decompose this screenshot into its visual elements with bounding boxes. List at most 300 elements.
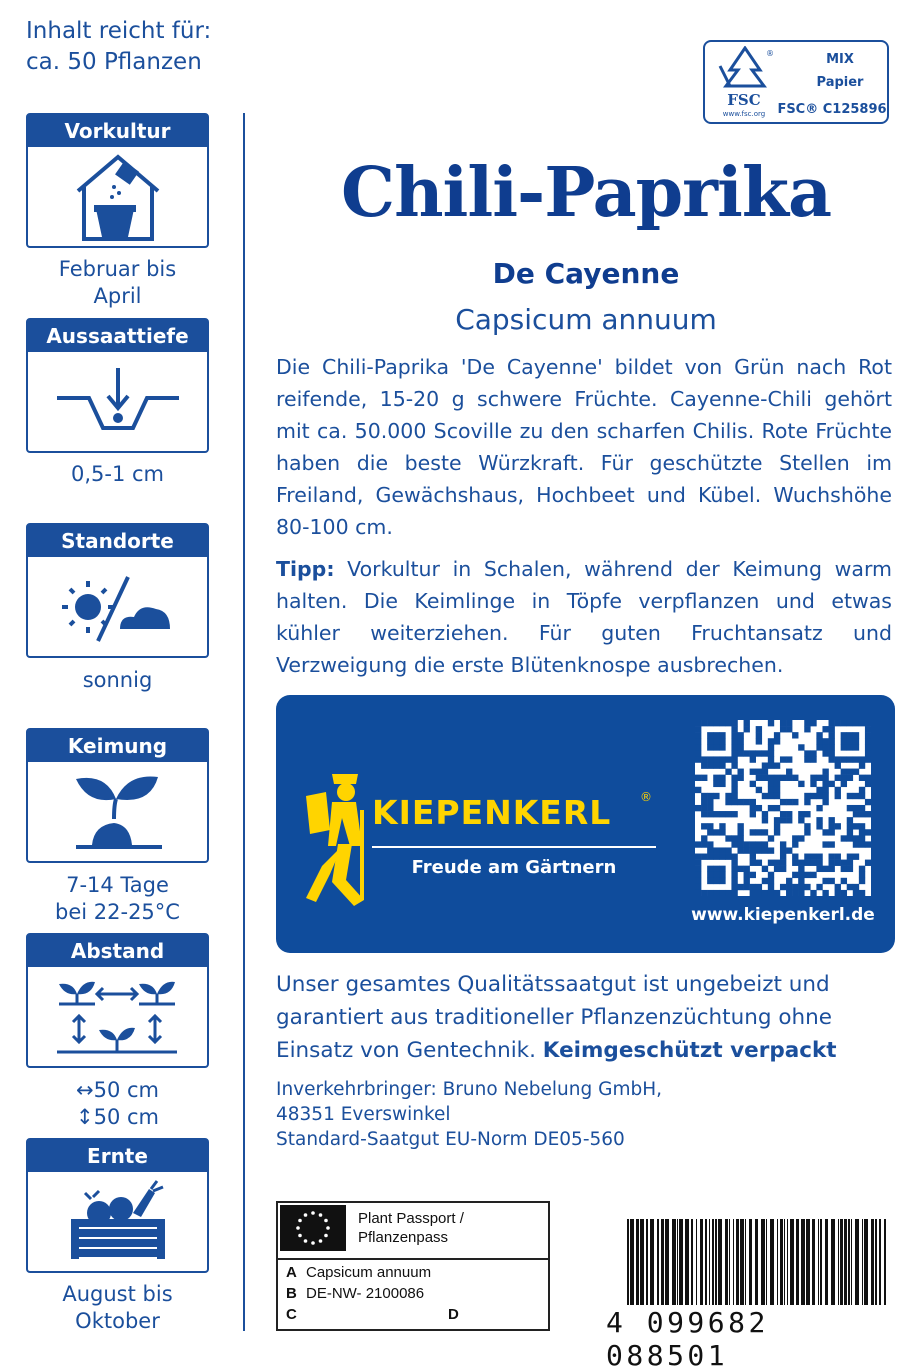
- qr-module: [701, 799, 707, 805]
- qr-module: [713, 847, 719, 853]
- qr-module: [695, 872, 701, 878]
- qr-module: [786, 799, 792, 805]
- qr-module: [780, 866, 786, 872]
- fsc-url: www.fsc.org: [722, 110, 766, 118]
- qr-module: [774, 732, 780, 738]
- qr-module: [822, 726, 828, 732]
- passport-title-line: Plant Passport /: [358, 1210, 464, 1227]
- barcode-bar: [840, 1219, 843, 1305]
- barcode-bar: [801, 1219, 805, 1305]
- qr-module: [744, 726, 750, 732]
- qr-module: [804, 750, 810, 756]
- qr-module: [768, 720, 774, 726]
- qr-module: [865, 756, 871, 762]
- qr-module: [750, 890, 756, 896]
- qr-module: [786, 878, 792, 884]
- qr-module: [701, 762, 707, 768]
- qr-module: [859, 756, 865, 762]
- qr-module: [841, 866, 847, 872]
- qr-module: [804, 854, 810, 860]
- barcode-bar: [848, 1219, 850, 1305]
- passport-title: [358, 1209, 464, 1247]
- barcode-bar: [838, 1219, 839, 1305]
- seed-yield-info: [26, 16, 246, 78]
- qr-module: [768, 878, 774, 884]
- qr-module: [835, 775, 841, 781]
- plant-spacing-icon: [28, 967, 207, 1066]
- eu-star: [298, 1234, 302, 1238]
- qr-module: [774, 775, 780, 781]
- registered-mark: ®: [640, 790, 652, 804]
- qr-module: [829, 738, 835, 744]
- qr-module: [804, 756, 810, 762]
- qr-module: [792, 860, 798, 866]
- qr-module: [719, 762, 725, 768]
- qr-module: [744, 750, 750, 756]
- qr-module: [762, 811, 768, 817]
- qr-module: [859, 829, 865, 835]
- qr-module: [762, 890, 768, 896]
- qr-module: [707, 811, 713, 817]
- value-line: bei 22-25°C: [55, 900, 180, 924]
- qr-module: [822, 744, 828, 750]
- qr-module: [780, 884, 786, 890]
- qr-module: [853, 769, 859, 775]
- qr-module: [737, 732, 743, 738]
- qr-module: [725, 890, 731, 896]
- qr-module: [744, 866, 750, 872]
- qr-module: [816, 787, 822, 793]
- barcode-bar: [796, 1219, 799, 1305]
- qr-module: [810, 756, 816, 762]
- qr-module: [744, 847, 750, 853]
- qr-module: [853, 890, 859, 896]
- card-vorkultur: [26, 113, 209, 248]
- qr-module: [804, 726, 810, 732]
- qr-module: [719, 732, 725, 738]
- row-key: C: [286, 1306, 297, 1323]
- qr-module: [774, 738, 780, 744]
- qr-module: [768, 744, 774, 750]
- qr-module: [847, 817, 853, 823]
- qr-module: [810, 860, 816, 866]
- brand-name: KIEPENKERL: [372, 793, 612, 832]
- qr-module: [707, 847, 713, 853]
- barcode-bar: [749, 1219, 752, 1305]
- qr-module: [829, 841, 835, 847]
- qr-module: [737, 847, 743, 853]
- qr-module: [713, 744, 719, 750]
- qr-module: [835, 823, 841, 829]
- qr-module: [719, 720, 725, 726]
- brand-divider: [372, 846, 656, 848]
- qr-module: [865, 811, 871, 817]
- barcode-bar: [761, 1219, 765, 1305]
- qr-module: [695, 738, 701, 744]
- quality-statement: [276, 968, 896, 1067]
- value-line: Oktober: [75, 1309, 160, 1333]
- qr-module: [859, 762, 865, 768]
- qr-module: [865, 841, 871, 847]
- qr-module: [695, 890, 701, 896]
- barcode-number: 4 099682 088501: [606, 1306, 769, 1372]
- barcode-bar: [657, 1219, 659, 1305]
- qr-code[interactable]: [695, 720, 871, 896]
- qr-module: [847, 720, 853, 726]
- qr-module: [786, 811, 792, 817]
- qr-module: [756, 769, 762, 775]
- qr-module: [835, 890, 841, 896]
- qr-module: [701, 756, 707, 762]
- barcode-bar: [712, 1219, 714, 1305]
- qr-module: [780, 726, 786, 732]
- qr-module: [725, 720, 731, 726]
- qr-module: [768, 781, 774, 787]
- qr-module: [731, 738, 737, 744]
- barcode-bar: [806, 1219, 810, 1305]
- qr-module: [695, 744, 701, 750]
- barcode-bar: [884, 1219, 886, 1305]
- qr-module: [822, 750, 828, 756]
- card-header: Standorte: [28, 525, 207, 557]
- qr-module: [841, 835, 847, 841]
- qr-module: [835, 793, 841, 799]
- barcode-bar: [729, 1219, 730, 1305]
- greenhouse-sowing-icon: [28, 147, 207, 246]
- qr-module: [835, 884, 841, 890]
- qr-module: [744, 884, 750, 890]
- qr-module: [713, 756, 719, 762]
- qr-module: [816, 738, 822, 744]
- qr-module: [798, 811, 804, 817]
- qr-module: [816, 775, 822, 781]
- barcode-bar: [650, 1219, 654, 1305]
- distributor-line: Standard-Saatgut EU-Norm DE05-560: [276, 1129, 625, 1150]
- qr-module: [810, 750, 816, 756]
- card-value-vorkultur: [26, 256, 209, 310]
- tip-label: Tipp:: [276, 557, 335, 581]
- qr-module: [859, 835, 865, 841]
- qr-module: [822, 799, 828, 805]
- qr-module: [853, 738, 859, 744]
- qr-module: [810, 793, 816, 799]
- qr-module: [859, 775, 865, 781]
- card-ernte: [26, 1138, 209, 1273]
- qr-module: [725, 769, 731, 775]
- qr-module: [841, 720, 847, 726]
- qr-module: [695, 884, 701, 890]
- qr-module: [841, 738, 847, 744]
- qr-module: [744, 841, 750, 847]
- qr-module: [859, 866, 865, 872]
- qr-module: [780, 860, 786, 866]
- barcode-bar: [766, 1219, 767, 1305]
- qr-module: [774, 805, 780, 811]
- barcode-bar: [691, 1219, 693, 1305]
- qr-module: [707, 720, 713, 726]
- qr-module: [701, 720, 707, 726]
- passport-row-a: [286, 1263, 431, 1283]
- qr-module: [810, 872, 816, 878]
- qr-module: [829, 823, 835, 829]
- card-value-abstand: [26, 1077, 209, 1131]
- qr-module: [865, 744, 871, 750]
- qr-module: [847, 805, 853, 811]
- qr-module: [786, 847, 792, 853]
- qr-module: [707, 878, 713, 884]
- passport-row-c: [286, 1305, 306, 1325]
- qr-module: [725, 811, 731, 817]
- qr-module: [774, 762, 780, 768]
- eu-star: [311, 1211, 315, 1215]
- barcode-bar: [745, 1219, 746, 1305]
- qr-module: [841, 775, 847, 781]
- qr-module: [744, 799, 750, 805]
- barcode-bar: [725, 1219, 728, 1305]
- barcode-bar: [679, 1219, 683, 1305]
- barcode-bar: [820, 1219, 822, 1305]
- qr-module: [750, 841, 756, 847]
- qr-module: [731, 781, 737, 787]
- qr-module: [731, 884, 737, 890]
- barcode-bar: [875, 1219, 877, 1305]
- card-header: Aussaattiefe: [28, 320, 207, 352]
- qr-module: [859, 793, 865, 799]
- barcode-bar: [871, 1219, 874, 1305]
- qr-module: [719, 781, 725, 787]
- qr-module: [719, 866, 725, 872]
- card-aussaattiefe: [26, 318, 209, 453]
- qr-module: [774, 829, 780, 835]
- sun-cloud-icon: [28, 557, 207, 656]
- yield-line-1: Inhalt reicht für:: [26, 18, 212, 44]
- qr-module: [725, 854, 731, 860]
- eu-star: [304, 1239, 308, 1243]
- qr-module: [719, 854, 725, 860]
- qr-module: [768, 847, 774, 853]
- barcode-bar: [672, 1219, 676, 1305]
- barcode-bar: [844, 1219, 847, 1305]
- qr-module: [713, 762, 719, 768]
- qr-module: [744, 878, 750, 884]
- qr-module: [737, 884, 743, 890]
- yield-line-2: ca. 50 Pflanzen: [26, 49, 202, 75]
- qr-module: [829, 817, 835, 823]
- distributor-line: 48351 Everswinkel: [276, 1104, 451, 1125]
- qr-module: [792, 799, 798, 805]
- qr-module: [762, 775, 768, 781]
- qr-module: [859, 878, 865, 884]
- qr-module: [731, 841, 737, 847]
- brand-website[interactable]: www.kiepenkerl.de: [691, 905, 875, 925]
- qr-module: [847, 854, 853, 860]
- barcode-bar: [715, 1219, 717, 1305]
- qr-module: [822, 829, 828, 835]
- card-value-keimung: [26, 872, 209, 926]
- card-keimung: [26, 728, 209, 863]
- qr-module: [762, 878, 768, 884]
- qr-module: [731, 750, 737, 756]
- qr-module: [780, 817, 786, 823]
- qr-module: [853, 854, 859, 860]
- qr-module: [816, 732, 822, 738]
- barcode-bar: [740, 1219, 744, 1305]
- qr-module: [835, 762, 841, 768]
- qr-module: [804, 811, 810, 817]
- qr-module: [798, 860, 804, 866]
- qr-module: [762, 793, 768, 799]
- qr-module: [750, 847, 756, 853]
- qr-module: [804, 872, 810, 878]
- qr-module: [798, 872, 804, 878]
- barcode-bar: [646, 1219, 648, 1305]
- qr-module: [822, 878, 828, 884]
- card-abstand: [26, 933, 209, 1068]
- qr-module: [750, 756, 756, 762]
- qr-module: [731, 787, 737, 793]
- qr-module: [737, 738, 743, 744]
- qr-module: [841, 769, 847, 775]
- qr-module: [804, 720, 810, 726]
- qr-module: [737, 823, 743, 829]
- qr-module: [841, 732, 847, 738]
- qr-module: [737, 866, 743, 872]
- qr-module: [786, 775, 792, 781]
- qr-module: [829, 726, 835, 732]
- qr-module: [731, 720, 737, 726]
- fsc-tree-icon: [716, 46, 774, 96]
- qr-module: [750, 750, 756, 756]
- qr-module: [731, 878, 737, 884]
- barcode-bar: [736, 1219, 739, 1305]
- qr-module: [695, 805, 701, 811]
- qr-module: [713, 878, 719, 884]
- qr-module: [865, 781, 871, 787]
- barcode-bar: [790, 1219, 794, 1305]
- card-header: Ernte: [28, 1140, 207, 1172]
- qr-module: [731, 872, 737, 878]
- qr-module: [780, 720, 786, 726]
- qr-module: [750, 854, 756, 860]
- qr-module: [731, 799, 737, 805]
- qr-module: [695, 841, 701, 847]
- barcode-bar: [862, 1219, 863, 1305]
- qr-module: [707, 866, 713, 872]
- eu-flag-icon: [280, 1205, 346, 1251]
- qr-module: [731, 811, 737, 817]
- qr-module: [780, 811, 786, 817]
- qr-module: [719, 872, 725, 878]
- barcode-bar: [812, 1219, 815, 1305]
- qr-module: [750, 872, 756, 878]
- qr-module: [701, 811, 707, 817]
- qr-module: [719, 829, 725, 835]
- qr-module: [713, 738, 719, 744]
- qr-module: [774, 817, 780, 823]
- card-header: Abstand: [28, 935, 207, 967]
- qr-module: [707, 744, 713, 750]
- qr-module: [707, 841, 713, 847]
- qr-module: [786, 817, 792, 823]
- qr-module: [756, 732, 762, 738]
- qr-module: [822, 775, 828, 781]
- qr-module: [829, 781, 835, 787]
- qr-module: [713, 854, 719, 860]
- qr-module: [768, 884, 774, 890]
- qr-module: [847, 738, 853, 744]
- qr-module: [853, 720, 859, 726]
- qr-module: [731, 860, 737, 866]
- qr-module: [792, 890, 798, 896]
- qr-module: [719, 811, 725, 817]
- qr-module: [756, 750, 762, 756]
- qr-module: [822, 866, 828, 872]
- qr-module: [780, 799, 786, 805]
- card-value-aussaattiefe: [26, 461, 209, 488]
- column-divider: [243, 113, 245, 1331]
- row-key: D: [448, 1306, 459, 1323]
- qr-module: [859, 890, 865, 896]
- qr-module: [865, 829, 871, 835]
- qr-module: [737, 769, 743, 775]
- sowing-depth-icon: [28, 352, 207, 451]
- qr-module: [707, 872, 713, 878]
- qr-module: [762, 847, 768, 853]
- qr-module: [810, 775, 816, 781]
- eu-star: [296, 1226, 300, 1230]
- qr-module: [835, 720, 841, 726]
- card-value-ernte: [26, 1281, 209, 1335]
- qr-module: [798, 866, 804, 872]
- eu-star: [324, 1234, 328, 1238]
- qr-module: [841, 860, 847, 866]
- qr-module: [865, 732, 871, 738]
- qr-module: [786, 890, 792, 896]
- qr-module: [695, 756, 701, 762]
- barcode-bar: [780, 1219, 783, 1305]
- qr-module: [695, 787, 701, 793]
- qr-module: [859, 805, 865, 811]
- qr-module: [768, 805, 774, 811]
- qr-module: [695, 866, 701, 872]
- qr-module: [780, 841, 786, 847]
- qr-module: [853, 793, 859, 799]
- qr-module: [719, 744, 725, 750]
- qr-module: [695, 726, 701, 732]
- qr-module: [804, 884, 810, 890]
- qr-module: [774, 860, 780, 866]
- qr-module: [768, 793, 774, 799]
- eu-star: [304, 1213, 308, 1217]
- barcode: [627, 1219, 889, 1311]
- qr-module: [829, 860, 835, 866]
- qr-module: [707, 732, 713, 738]
- qr-module: [762, 769, 768, 775]
- qr-module: [701, 890, 707, 896]
- qr-module: [719, 823, 725, 829]
- eu-star: [298, 1219, 302, 1223]
- qr-module: [762, 750, 768, 756]
- qr-module: [762, 762, 768, 768]
- qr-module: [725, 835, 731, 841]
- qr-module: [798, 781, 804, 787]
- qr-module: [816, 744, 822, 750]
- qr-module: [780, 847, 786, 853]
- qr-module: [810, 854, 816, 860]
- qr-module: [701, 793, 707, 799]
- qr-module: [731, 835, 737, 841]
- qr-module: [768, 835, 774, 841]
